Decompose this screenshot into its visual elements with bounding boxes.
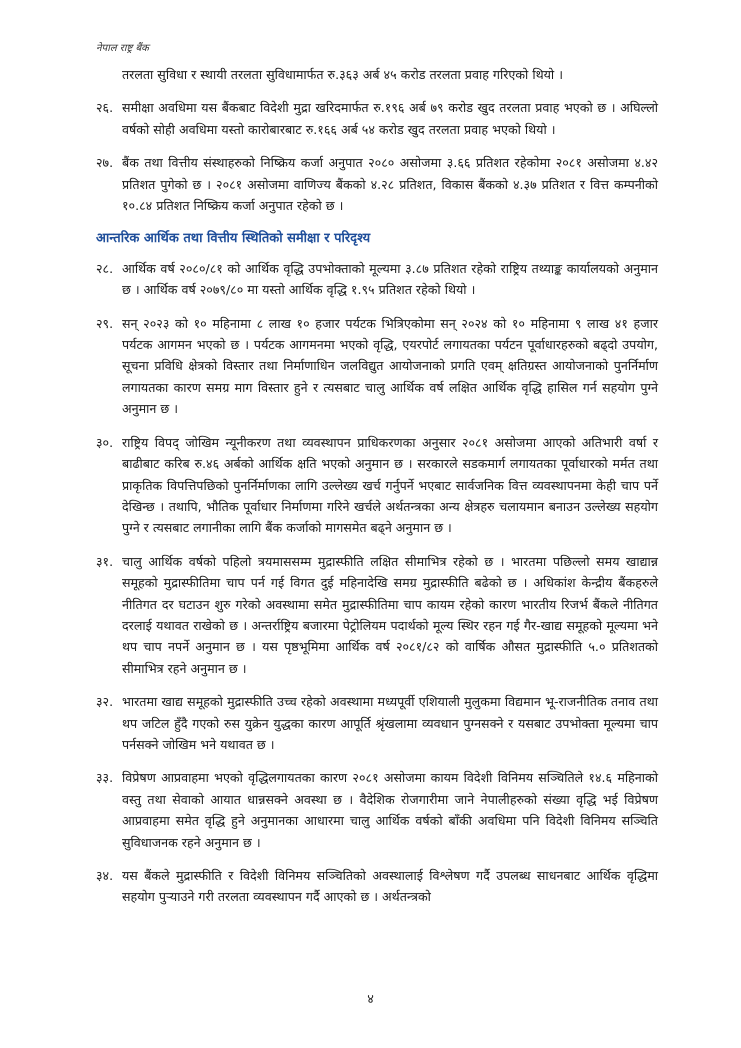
numbered-paragraph xyxy=(96,767,658,853)
paragraph-number: ३१. xyxy=(96,553,114,569)
numbered-paragraph xyxy=(96,152,658,216)
numbered-paragraph xyxy=(96,258,658,301)
page-number: ४ xyxy=(367,991,374,1006)
document-body xyxy=(96,64,658,920)
running-header: नेपाल राष्ट्र बैंक xyxy=(96,43,149,54)
paragraph-number: ३४. xyxy=(96,868,114,883)
paragraph-number: २९. xyxy=(96,315,114,331)
numbered-paragraph xyxy=(96,865,658,908)
numbered-paragraph xyxy=(96,97,658,140)
paragraph-text: विप्रेषण आप्रवाहमा भएको वृद्धिलगायतका कारण २०८१ असोजमा कायम विदेशी विनिमय सञ्चितिले १४.६ महिनाको वस्तु तथा सेवाको आयात धान्नसक्ने अवस्था छ । वैदेशिक रोजगारीमा जाने नेपालीहरुको संख्या वृद्धि भई विप्रेषण आप्रवाहमा समेत वृद्धि हुने अनुमानका आधारमा चालु आर्थिक वर्षको बाँकी अवधिमा पनि विदेशी विनिमय सञ्चिति सुविधाजनक रहने अनुमान छ । xyxy=(122,770,658,850)
paragraph-text: समीक्षा अवधिमा यस बैंकबाट विदेशी मुद्रा खरिदमार्फत रु.१९६ अर्ब ७९ करोड खुद तरलता प्रवाह भएको छ । अघिल्लो वर्षको सोही अवधिमा यस्तो कारोबारबाट रु.१६६ अर्ब ५४ करोड खुद तरलता प्रवाह भएको थियो । xyxy=(122,100,658,137)
numbered-paragraph xyxy=(96,691,658,755)
paragraph-number: ३३. xyxy=(96,770,114,786)
paragraph-text: यस बैंकले मुद्रास्फीति र विदेशी विनिमय सञ्चितिको अवस्थालाई विश्लेषण गर्दै उपलब्ध साधनबाट आर्थिक वृद्धिमा सहयोग पुर्‍याउने गरी तरलता व्यवस्थापन गर्दै आएको छ । अर्थतन्त्रको xyxy=(122,868,658,905)
paragraph-number: २६. xyxy=(96,100,114,116)
numbered-paragraph xyxy=(96,551,658,679)
numbered-paragraph xyxy=(96,313,658,420)
continuation-paragraph: तरलता सुविधा र स्थायी तरलता सुविधामार्फत रु.३६३ अर्ब ४५ करोड तरलता प्रवाह गरिएको थियो । xyxy=(122,67,563,82)
paragraph-number: ३२. xyxy=(96,694,114,710)
paragraph-text: बैंक तथा वित्तीय संस्थाहरुको निष्क्रिय कर्जा अनुपात २०८० असोजमा ३.६६ प्रतिशत रहेकोमा २०८१ असोजमा ४.४२ प्रतिशत पुगेको छ । २०८१ असोजमा वाणिज्य बैंकको ४.२८ प्रतिशत, विकास बैंकको ४.३७ प्रतिशत र वित्त कम्पनीको १०.८४ प्रतिशत निष्क्रिय कर्जा अनुपात रहेको छ । xyxy=(122,155,658,214)
paragraph-text: राष्ट्रिय विपद् जोखिम न्यूनीकरण तथा व्यवस्थापन प्राधिकरणका अनुसार २०८१ असोजमा आएको अतिभारी वर्षा र बाढीबाट करिब रु.४६ अर्बको आर्थिक क्षति भएको अनुमान छ । सरकारले सडकमार्ग लगायतका पूर्वाधारको मर्मत तथा प्राकृतिक विपत्तिपछिको पुनर्निर्माणका लागि उल्लेख्य खर्च गर्नुपर्ने भएबाट सार्वजनिक वित्त व्यवस्थापनमा केही चाप पर्ने देखिन्छ । तथापि, भौतिक पूर्वाधार निर्माणमा गरिने खर्चले अर्थतन्त्रका अन्य क्षेत्रहरु चलायमान बनाउन उल्लेख्य सहयोग पुग्ने र त्यसबाट लगानीका लागि बैंक कर्जाको मागसमेत बढ्ने अनुमान छ । xyxy=(122,434,658,536)
paragraph-text: आर्थिक वर्ष २०८०/८१ को आर्थिक वृद्धि उपभोक्ताको मूल्यमा ३.८७ प्रतिशत रहेको राष्ट्रिय तथ्याङ्क कार्यालयको अनुमान छ । आर्थिक वर्ष २०७९/८० मा यस्तो आर्थिक वृद्धि १.९५ प्रतिशत रहेको थियो । xyxy=(122,260,658,298)
numbered-paragraph xyxy=(96,432,658,539)
section-heading: आन्तरिक आर्थिक तथा वित्तीय स्थितिको समीक्षा र परिदृश्य xyxy=(96,231,371,247)
paragraph-text: भारतमा खाद्य समूहको मुद्रास्फीति उच्च रहेको अवस्थामा मध्यपूर्वी एशियाली मुलुकमा विद्यमान भू-राजनीतिक तनाव तथा थप जटिल हुँदै गएको रुस युक्रेन युद्धका कारण आपूर्ति श्रृंखलामा व्यवधान पुग्नसक्ने र यसबाट उपभोक्ता मूल्यमा चाप पर्नसक्ने जोखिम भने यथावत छ । xyxy=(122,694,658,752)
paragraph-text: चालु आर्थिक वर्षको पहिलो त्रयमाससम्म मुद्रास्फीति लक्षित सीमाभित्र रहेको छ । भारतमा पछिल्लो समय खाद्यान्न समूहको मुद्रास्फीतिमा चाप पर्न गई विगत दुई महिनादेखि समग्र मुद्रास्फीति बढेको छ । अधिकांश केन्द्रीय बैंकहरुले नीतिगत दर घटाउन शुरु गरेको अवस्थामा समेत मुद्रास्फीतिमा चाप कायम रहेको कारण भारतीय रिजर्भ बैंकले नीतिगत दरलाई यथावत राखेको छ । अन्तर्राष्ट्रिय बजारमा पेट्रोलियम पदार्थको मूल्य स्थिर रहन गई गैर-खाद्य समूहको मूल्यमा भने थप चाप नपर्ने अनुमान छ । यस पृष्ठभूमिमा आर्थिक वर्ष २०८१/८२ को वार्षिक औसत मुद्रास्फीति ५.० प्रतिशतको सीमाभित्र रहने अनुमान छ । xyxy=(122,553,658,676)
paragraph-number: २८. xyxy=(96,260,114,276)
paragraph-text: सन् २०२३ को १० महिनामा ८ लाख १० हजार पर्यटक भित्रिएकोमा सन् २०२४ को १० महिनामा ९ लाख ४१ हजार पर्यटक आगमन भएको छ । पर्यटक आगमनमा भएको वृद्धि, एयरपोर्ट लगायतका पर्यटन पूर्वाधारहरुको बढ्दो उपयोग, सूचना प्रविधि क्षेत्रको विस्तार तथा निर्माणाधिन जलविद्युत आयोजनाको प्रगति एवम् क्षतिग्रस्त आयोजनाको पुनर्निर्माण लगायतका कारण समग्र माग विस्तार हुने र त्यसबाट चालु आर्थिक वर्ष लक्षित आर्थिक वृद्धि हासिल गर्न सहयोग पुग्ने अनुमान छ । xyxy=(122,315,658,417)
paragraph-number: ३०. xyxy=(96,434,114,450)
paragraph-number: २७. xyxy=(96,155,114,171)
